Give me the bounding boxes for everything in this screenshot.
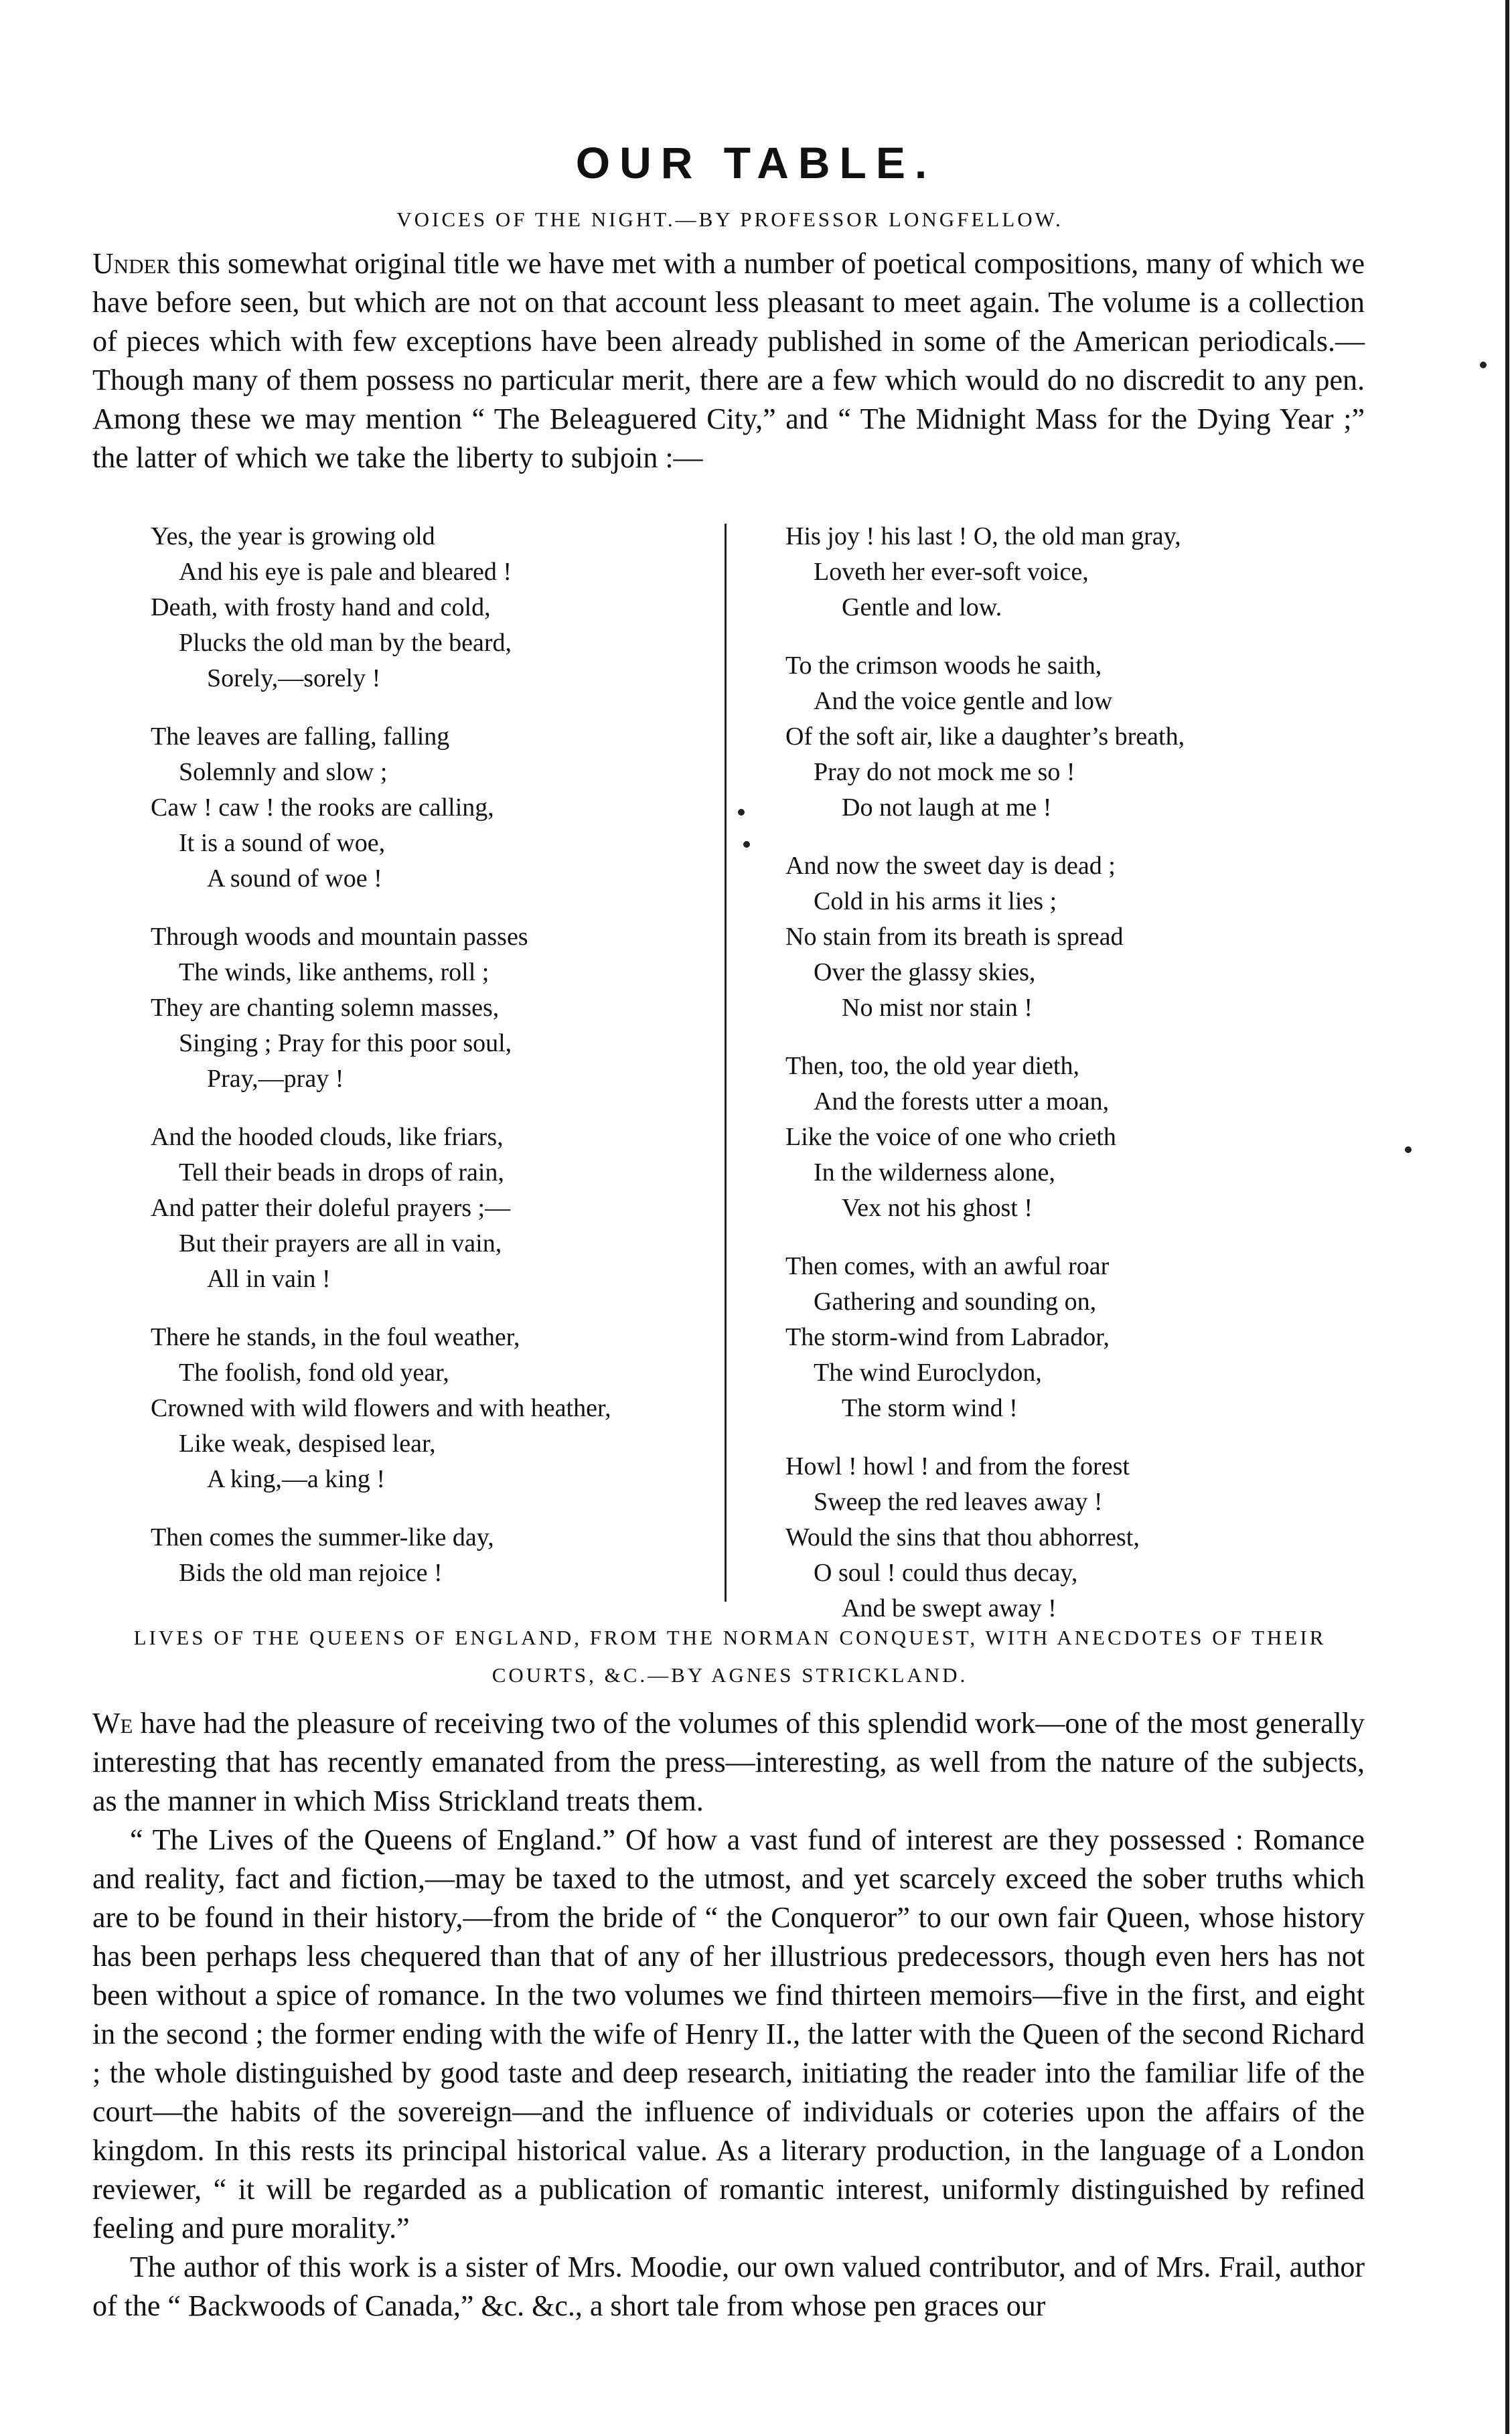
ink-speck (743, 841, 750, 848)
poem-stanza (151, 519, 727, 696)
poem-stanza (151, 719, 727, 897)
poem-line: And the hooded clouds, like friars, (151, 1123, 504, 1151)
intro-text: this somewhat original title we have met with a number of poetical compositions, many of which we have before seen, but which are not on that account less pleasant to meet again. The volume is a collection of pieces which with few exceptions have been already published in some of the American periodicals.—Though many of them possess no particular merit, there are a few which would do no discredit to any pen. Among these we may mention “ The Beleaguered City,” and “ The Midnight Mass for the Dying Year ;” the latter of which we take the liberty to subjoin :— (92, 247, 1365, 474)
heading-line: LIVES OF THE QUEENS OF ENGLAND, FROM THE NORMAN CONQUEST, WITH ANECDOTES OF THEIR (133, 1626, 1327, 1649)
column-divider (725, 524, 727, 1602)
review-paragraph: “ The Lives of the Queens of England.” Of how a vast fund of interest are they possessed : Romance and reality, fact and fiction,—may be taxed to the utmost, and yet scarcely exceed the sober truths which are to be found in their history,—from the bride of “ the Conqueror” to our own fair Queen, whose history has been perhaps less chequered than that of any of her illustrious predecessors, though even hers has not been without a spice of romance. In the two volumes we find thirteen memoirs—five in the first, and eight in the second ; the former ending with the wife of Henry II., the latter with the Queen of the second Richard ; the whole distinguished by good taste and deep research, initiating the reader into the familiar life of the court—the habits of the sovereign—and the influence of individuals or coteries upon the affairs of the kingdom. In this rests its principal historical value. As a literary production, in the language of a London reviewer, “ it will be regarded as a publication of romantic interest, uniformly distinguished by refined feeling and pure morality.” (92, 1823, 1365, 2245)
poem-line: No stain from its breath is spread (785, 923, 1124, 951)
poem-line: Howl ! howl ! and from the forest (785, 1452, 1130, 1480)
section-heading-lives-of-the-queens (94, 1619, 1366, 1694)
poem-line: Pray do not mock me so ! (814, 758, 1075, 786)
poem-line: Sweep the red leaves away ! (814, 1488, 1103, 1516)
poem-stanza (785, 519, 1361, 625)
poem-stanza (785, 1249, 1361, 1426)
page-title: OUR TABLE. (575, 138, 937, 187)
poem-line: And the forests utter a moan, (814, 1087, 1110, 1116)
poem-line: All in vain ! (207, 1265, 331, 1293)
poem-line: Like weak, despised lear, (179, 1430, 436, 1458)
poem-stanza (151, 1320, 727, 1497)
heading-line: COURTS, &C.—BY AGNES STRICKLAND. (492, 1663, 968, 1687)
poem-line: Loveth her ever-soft voice, (814, 558, 1089, 586)
poem-line: Bids the old man rejoice ! (179, 1559, 443, 1587)
poem-line: The wind Euroclydon, (814, 1359, 1042, 1387)
poem-line: His joy ! his last ! O, the old man gray, (785, 522, 1181, 550)
poem-line: Do not laugh at me ! (842, 793, 1052, 822)
poem-line: Cold in his arms it lies ; (814, 887, 1057, 915)
poem-line: O soul ! could thus decay, (814, 1559, 1078, 1587)
poem-line: A king,—a king ! (207, 1465, 385, 1493)
poem-line: Death, with frosty hand and cold, (151, 593, 491, 621)
poem-line: Tell their beads in drops of rain, (179, 1158, 504, 1187)
ink-speck (1405, 1146, 1412, 1153)
poem-line: Crowned with wild flowers and with heather, (151, 1394, 611, 1422)
ink-speck (1480, 362, 1487, 368)
poem-line: Then, too, the old year dieth, (785, 1052, 1079, 1080)
poem-line: And be swept away ! (842, 1594, 1057, 1622)
poem-line: And the voice gentle and low (814, 687, 1113, 715)
review-paragraph: The author of this work is a sister of Mrs. Moodie, our own valued contributor, and of Mrs. Frail, author of the “ Backwoods of Canada,” &c. &c., a short tale from whose pen graces our (92, 2251, 1365, 2322)
poem-line: Like the voice of one who crieth (785, 1123, 1116, 1151)
poem-line: The foolish, fond old year, (179, 1359, 449, 1387)
poem-line: Then comes, with an awful roar (785, 1252, 1110, 1280)
poem-line: Over the glassy skies, (814, 958, 1036, 986)
poem-line: There he stands, in the foul weather, (151, 1323, 520, 1351)
poem-stanza (785, 648, 1361, 826)
page-edge-shadow (1505, 0, 1509, 2434)
ink-speck (738, 809, 745, 816)
poem-line: Vex not his ghost ! (842, 1194, 1033, 1222)
poem-line: And now the sweet day is dead ; (785, 852, 1116, 880)
poem-stanza (151, 1520, 727, 1591)
poem-line: Gentle and low. (842, 593, 1002, 621)
poem-line: Singing ; Pray for this poor soul, (179, 1029, 512, 1057)
poem-line: It is a sound of woe, (179, 829, 386, 857)
review-text: have had the pleasure of receiving two of the volumes of this splendid work—one of the most generally interesting that has recently emanated from the press—interesting, as well from the nature of the subjects, as the manner in which Miss Strickland treats them. (92, 1707, 1365, 1817)
poem-line: Yes, the year is growing old (151, 522, 435, 550)
poem-line: A sound of woe ! (207, 864, 382, 893)
poem-line: And patter their doleful prayers ;— (151, 1194, 511, 1222)
poem-column-left (151, 519, 727, 1614)
poem-line: Gathering and sounding on, (814, 1288, 1097, 1316)
poem-line: The storm wind ! (842, 1394, 1018, 1422)
poem-line: In the wilderness alone, (814, 1158, 1055, 1187)
poem-stanza (151, 1120, 727, 1297)
poem-line: Sorely,—sorely ! (207, 664, 381, 692)
section-heading-voices-of-the-night: VOICES OF THE NIGHT.—BY PROFESSOR LONGFELLOW. (396, 208, 1063, 231)
poem-column-right (785, 519, 1361, 1649)
poem-line: To the crimson woods he saith, (785, 652, 1102, 680)
poem-line: Solemnly and slow ; (179, 758, 388, 786)
poem-line: Pray,—pray ! (207, 1065, 344, 1093)
poem-line: They are chanting solemn masses, (151, 994, 500, 1022)
poem-line: And his eye is pale and bleared ! (179, 558, 512, 586)
review-body (92, 1704, 1365, 2326)
poem-line: The leaves are falling, falling (151, 722, 450, 751)
drop-word: We (92, 1707, 133, 1740)
poem-line: Then comes the summer-like day, (151, 1523, 494, 1551)
poem-stanza (151, 919, 727, 1097)
drop-word: Under (92, 247, 171, 280)
poem-line: Plucks the old man by the beard, (179, 629, 512, 657)
poem-stanza (785, 848, 1361, 1026)
poem-stanza (785, 1049, 1361, 1226)
poem-line: Through woods and mountain passes (151, 923, 528, 951)
poem-line: The winds, like anthems, roll ; (179, 958, 489, 986)
poem-line: Caw ! caw ! the rooks are calling, (151, 793, 494, 822)
poem-line: But their prayers are all in vain, (179, 1229, 502, 1258)
poem-line: Of the soft air, like a daughter’s breath, (785, 722, 1185, 751)
poem-line: Would the sins that thou abhorrest, (785, 1523, 1140, 1551)
intro-paragraph (92, 244, 1365, 477)
poem-line: The storm-wind from Labrador, (785, 1323, 1110, 1351)
review-paragraph (92, 1704, 1365, 1821)
poem-stanza (785, 1449, 1361, 1626)
poem-line: No mist nor stain ! (842, 994, 1033, 1022)
